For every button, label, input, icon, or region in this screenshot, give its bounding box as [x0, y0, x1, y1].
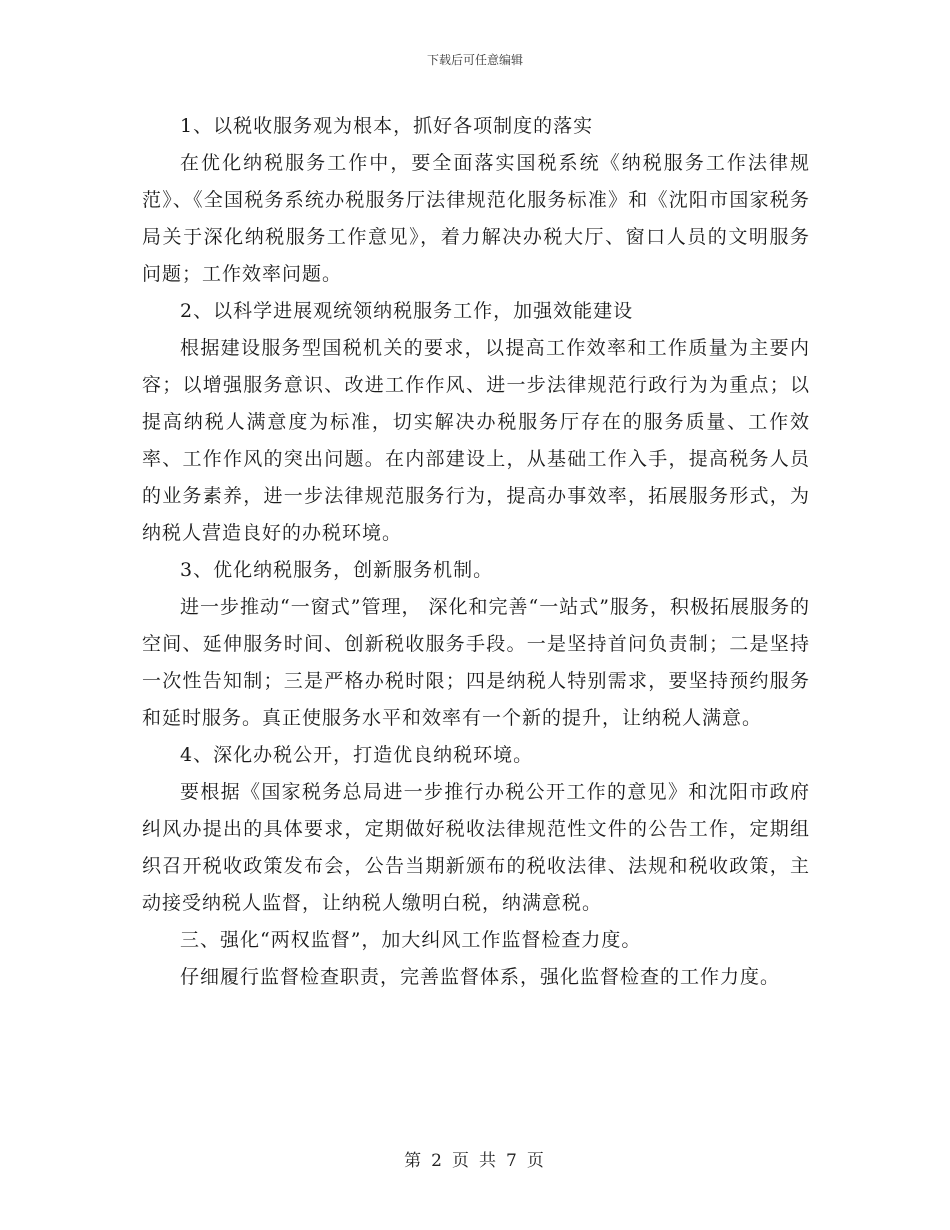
section-heading-2: 2、以科学进展观统领纳税服务工作，加强效能建设 — [180, 300, 634, 322]
footer-current-page: 2 — [431, 1151, 444, 1171]
footer-total-pages: 7 — [506, 1151, 519, 1171]
footer-page-unit: 页 — [452, 1151, 471, 1171]
footer-total-prefix: 共 — [479, 1151, 498, 1171]
section-heading-4: 4、深化办税公开，打造优良纳税环境。 — [180, 744, 534, 766]
body-paragraph-5: 仔细履行监督检查职责，完善监督体系，强化监督检查的工作力度。 — [180, 966, 781, 988]
section-heading-1: 1、以税收服务观为根本，抓好各项制度的落实 — [180, 115, 594, 137]
page-header-note: 下载后可任意编辑 — [426, 53, 523, 67]
document-body — [142, 108, 810, 996]
footer-total-unit: 页 — [526, 1151, 546, 1171]
footer-prefix: 第 — [404, 1151, 424, 1171]
page-number-footer — [0, 1150, 950, 1172]
body-paragraph-4: 要根据《国家税务总局进一步推行办税公开工作的意见》和沈阳市政府纠风办提出的具体要求，定期做好税收法律规范性文件的公告工作，定期组织召开税收政策发布会，公告当期新颁布的税收法律、法规和税收政策，主动接受纳税人监督，让纳税人缴明白税，纳满意税。 — [142, 781, 810, 914]
body-paragraph-3: 进一步推动“一窗式”管理， 深化和完善“一站式”服务，积极拓展服务的空间、延伸服务时间、创新税收服务手段。一是坚持首问负责制；二是坚持一次性告知制；三是严格办税时限；四是纳税人特别需求，要坚持预约服务和延时服务。真正使服务水平和效率有一个新的提升，让纳税人满意。 — [142, 596, 810, 729]
body-paragraph-1: 在优化纳税服务工作中，要全面落实国税系统《纳税服务工作法律规范》、《全国税务系统办税服务厅法律规范化服务标准》和《沈阳市国家税务局关于深化纳税服务工作意见》，着力解决办税大厅、窗口人员的文明服务问题；工作效率问题。 — [142, 152, 810, 285]
body-paragraph-2: 根据建设服务型国税机关的要求，以提高工作效率和工作质量为主要内容；以增强服务意识、改进工作作风、进一步法律规范行政行为为重点；以提高纳税人满意度为标准，切实解决办税服务厅存在的服务质量、工作效率、工作作风的突出问题。在内部建设上，从基础工作入手，提高税务人员的业务素养，进一步法律规范服务行为，提高办事效率，拓展服务形式，为纳税人营造良好的办税环境。 — [142, 337, 810, 544]
section-heading-3: 3、优化纳税服务，创新服务机制。 — [180, 559, 494, 581]
section-heading-5: 三、强化“两权监督”，加大纠风工作监督检查力度。 — [180, 929, 642, 951]
